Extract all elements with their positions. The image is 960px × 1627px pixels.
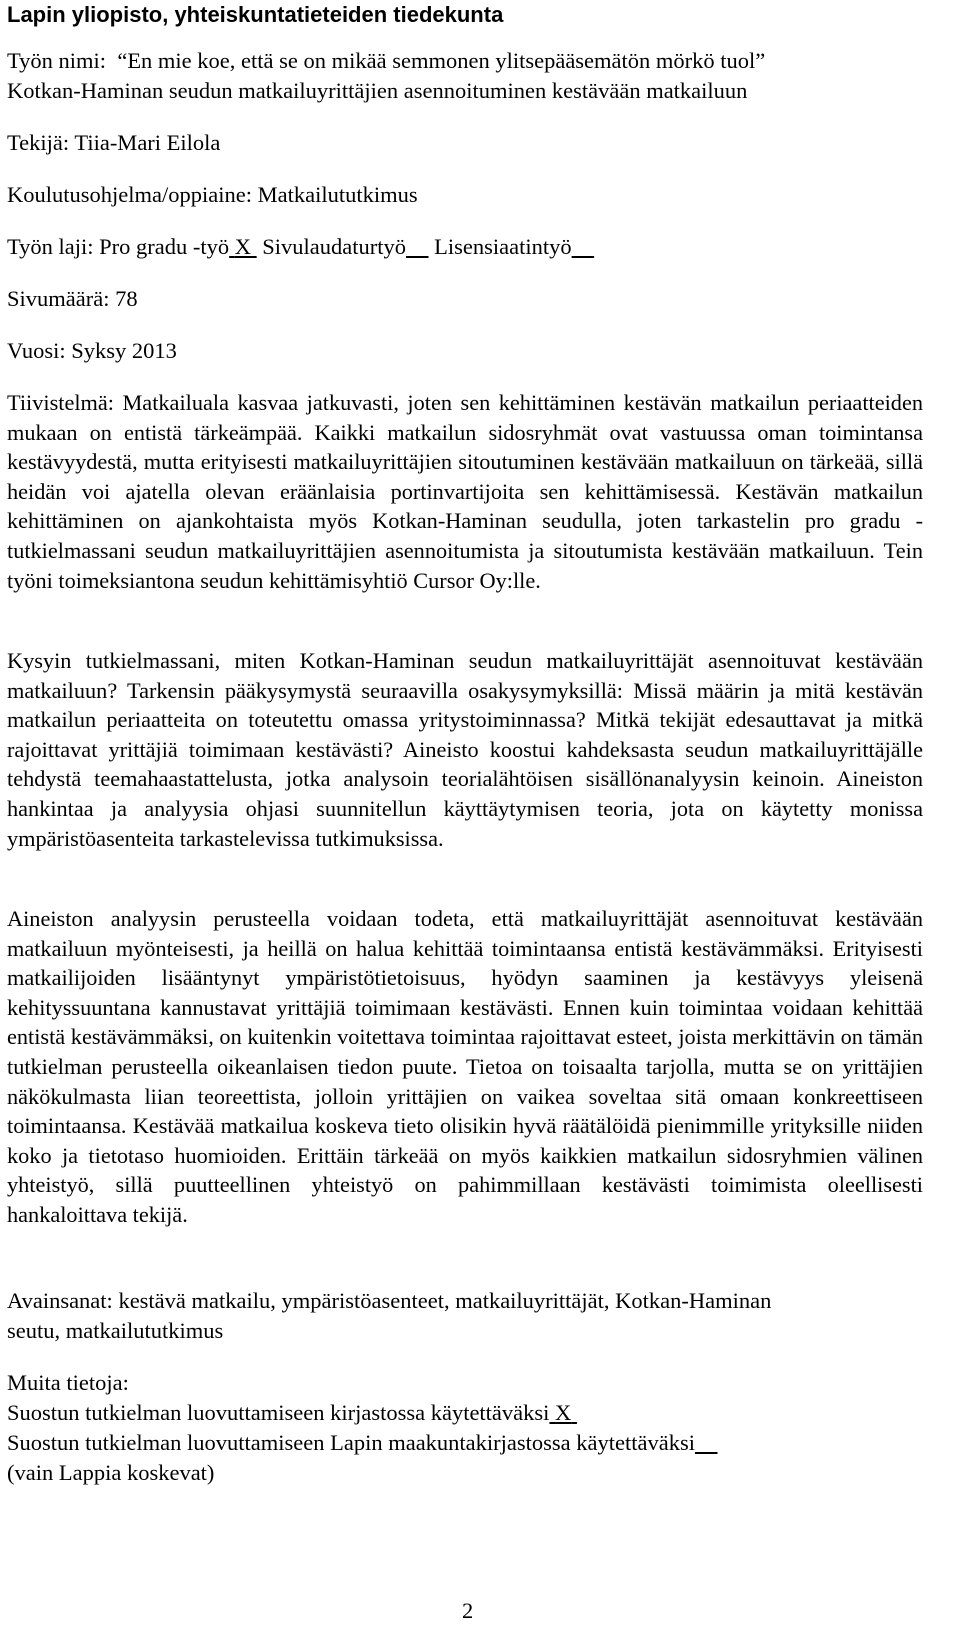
work-type-row (7, 232, 594, 262)
abstract-paragraph-3: Aineiston analyysin perusteella voidaan todeta, että matkailuyrittäjät asennoituvat kestävään matkailuun myönteisesti, ja heillä on halua kehittää toimintaansa entistä kestävämmäksi. Erityisesti matkailijoiden lisääntynyt ympäristötietoisuus, hyödyn saaminen ja kestävyys yleisenä kehityssuuntana kannustavat yrittäjiä toimimaan kestävästi. Ennen kuin toimintaa voidaan kehittää entistä kestävämmäksi, on kuitenkin voitettava toimintaa rajoittavat esteet, joista merkittävin on tämän tutkielman perusteella oikeanlaisen tiedon puute. Tietoa on toisaalta tarjolla, mutta se on yrittäjien näkökulmasta liian teoreettista, jolloin yrittäjien on vaikea soveltaa sitä omaan konkreettiseen toimintaansa. Kestävää matkailua koskeva tieto olisikin hyvä räätälöidä pienimmille yrityksille niiden koko ja tietotaso huomioiden. Erittäin tärkeää on myös kaikkien matkailun sidosryhmien välinen yhteistyö, sillä puutteellinen yhteistyö on pahimmillaan kestävästi toimimista oleellisesti hankaloittava tekijä. (7, 906, 923, 1227)
page-count-row (7, 284, 138, 314)
consent-library-text: Suostun tutkielman luovuttamiseen kirjastossa käytettäväksi (7, 1400, 550, 1425)
author-label: Tekijä: (7, 130, 70, 155)
year-row (7, 336, 177, 366)
page-number: 2 (462, 1598, 474, 1623)
programme-value: Matkailututkimus (257, 182, 418, 207)
keywords-text: kestävä matkailu, ympäristöasenteet, matkailuyrittäjät, Kotkan-Haminan (118, 1288, 772, 1313)
work-type-blank-lisensiaatti (572, 234, 595, 259)
abstract-paragraph-2: Kysyin tutkielmassani, miten Kotkan-Haminan seudun matkailuyrittäjät asennoituvat kestävään matkailuun? Tarkensin pääkysymystä seuraavilla osakysymyksillä: Missä määrin ja mitä kestävän matkailun periaatteita on toteutettu omassa yritystoiminnassa? Mitkä tekijät edesauttavat ja mitkä rajoittavat yrittäjiä toimimaan kestävästi? Aineisto koostui kahdeksasta seudun matkailuyrittäjälle tehdystä teemahaastattelusta, jotka analysoin teorialähtöisen sisällönanalyysin keinoin. Aineiston hankintaa ja analyysia ohjasi suunnitellun käyttäytymisen teoria, jota on käytetty monissa ympäristöasenteita tarkastelevissa tutkimuksissa. (7, 648, 923, 851)
keywords-line2: seutu, matkailututkimus (7, 1318, 224, 1343)
abstract-paragraph-1 (7, 388, 923, 595)
thesis-title-line1: Työn nimi: “En mie koe, että se on mikää semmonen ylitsepääsemätön mörkö tuol” (7, 48, 766, 73)
work-type-option-sivulaudatur: Sivulaudaturtyö (262, 234, 407, 259)
thesis-title: En mie koe, että se on mikää semmonen ylitsepääsemätön mörkö tuol (127, 48, 756, 73)
work-type-option-pro-gradu: Pro gradu -työ (99, 234, 230, 259)
keywords-line1 (7, 1286, 771, 1316)
work-type-option-lisensiaatti: Lisensiaatintyö (434, 234, 572, 259)
abstract-label: Tiivistelmä: (7, 390, 114, 415)
page-count-value: 78 (115, 286, 138, 311)
author-row (7, 128, 220, 158)
lapland-note: (vain Lappia koskevat) (7, 1460, 215, 1485)
abstract-text-1: Matkailuala kasvaa jatkuvasti, joten sen kehittäminen kestävän matkailun periaatteiden mukaan on entistä tärkeämpää. Kaikki matkailun sidosryhmät ovat vastuussa oman toimintansa kestävyydestä, mutta erityisesti matkailuyrittäjien sitoutuminen kestävään matkailuun on tärkeää, sillä heidän voi ajatella olevan eräänlaisia portinvartijoita sen kehittämisessä. Kestävän matkailun kehittäminen on ajankohtaista myös Kotkan-Haminan seudulla, joten tarkastelin pro gradu -tutkielmassani seudun matkailuyrittäjien asennoitumista ja sitoutumista kestävään matkailuun. Tein työni toimeksiantona seudun kehittämisyhtiö Cursor Oy:lle. (7, 390, 923, 593)
faculty-heading: Lapin yliopisto, yhteiskuntatieteiden tiedekunta (7, 2, 504, 27)
consent-regional-library-blank (695, 1430, 718, 1455)
work-type-mark-pro-gradu: X (234, 234, 252, 259)
author-name: Tiia-Mari Eilola (74, 130, 221, 155)
work-type-blank-sivulaudatur (406, 234, 429, 259)
work-type-label: Työn laji: (7, 234, 94, 259)
year-value: Syksy 2013 (71, 338, 177, 363)
thesis-title-line2: Kotkan-Haminan seudun matkailuyrittäjien asennoituminen kestävään matkailuun (7, 78, 748, 103)
programme-row (7, 180, 418, 210)
consent-library-row (7, 1398, 577, 1428)
thesis-title-label: Työn nimi: (7, 48, 107, 73)
keywords-label: Avainsanat: (7, 1288, 113, 1313)
consent-regional-library-row (7, 1428, 718, 1458)
consent-regional-library-text: Suostun tutkielman luovuttamiseen Lapin maakuntakirjastossa käytettäväksi (7, 1430, 695, 1455)
programme-label: Koulutusohjelma/oppiaine: (7, 182, 252, 207)
year-label: Vuosi: (7, 338, 66, 363)
other-info-label: Muita tietoja: (7, 1370, 129, 1395)
page-count-label: Sivumäärä: (7, 286, 110, 311)
consent-library-mark: X (555, 1400, 572, 1425)
